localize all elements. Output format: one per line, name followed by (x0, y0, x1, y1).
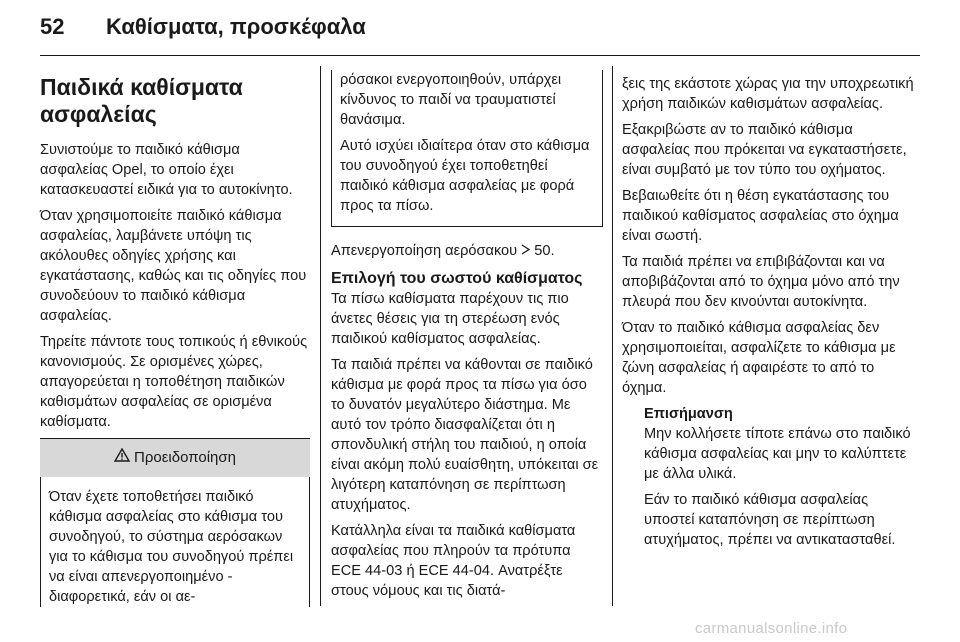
reference-text: Απενεργοποίηση αερόσακου (331, 243, 518, 259)
paragraph: Όταν χρησιμοποιείτε παιδικό κάθισμα ασφαλείας, λαμβάνετε υπόψη τις ακόλουθες οδηγίες χρήσης και εγκατάστασης, καθώς και τις οδηγίες που συνοδεύουν το παιδικό κάθισμα ασφαλείας. (40, 208, 307, 324)
warning-text: ρόσακοι ενεργοποιηθούν, υπάρχει κίνδυνος το παιδί να τραυματιστεί θανάσιμα. (340, 72, 562, 128)
note-text: Εάν το παιδικό κάθισμα ασφαλείας υποστεί καταπόνηση σε περίπτωση ατυχήματος, πρέπει να αντικατασταθεί. (644, 492, 896, 548)
warning-text: Αυτό ισχύει ιδιαίτερα όταν στο κάθισμα του συνοδηγού έχει τοποθετηθεί παιδικό κάθισμα ασφαλείας με φορά προς τα πίσω. (340, 138, 590, 214)
column-divider-2 (612, 66, 613, 606)
note-block (622, 404, 914, 550)
paragraph: Τα παιδιά πρέπει να επιβιβάζονται και να αποβιβάζονται από το όχημα μόνο από την πλευρά που δεν κινούνται αυτοκίνητα. (622, 254, 900, 310)
reference-page[interactable]: 50. (534, 243, 555, 259)
page-reference-arrow-icon (521, 243, 534, 259)
warning-triangle-icon (114, 439, 130, 477)
paragraph: Βεβαιωθείτε ότι η θέση εγκατάστασης του παιδικού καθίσματος ασφαλείας στο όχημα είναι σωστή. (622, 188, 899, 244)
paragraph: ξεις της εκάστοτε χώρας για την υποχρεωτική χρήση παιδικών καθισμάτων ασφαλείας. (622, 76, 914, 112)
section-heading: Παιδικά καθίσματα ασφαλείας (40, 74, 243, 127)
column-divider-1 (320, 66, 321, 606)
paragraph: Τα πίσω καθίσματα παρέχουν τις πιο άνετες θέσεις για τη στερέωση ενός παιδικού καθίσματος ασφαλείας. (331, 291, 569, 347)
warning-box-header (40, 438, 310, 477)
column-2 (331, 70, 603, 607)
paragraph: Όταν το παιδικό κάθισμα ασφαλείας δεν χρησιμοποιείται, ασφαλίζετε το κάθισμα με ζώνη ασφαλείας ή αφαιρέστε το από το όχημα. (622, 320, 896, 396)
warning-text: Όταν έχετε τοποθετήσει παιδικό κάθισμα ασφαλείας στο κάθισμα του συνοδηγού, το σύστημα αερόσακων για το κάθισμα του συνοδηγού πρέπει να είναι απενεργοποιημένο - διαφορετικά, εάν οι αε- (49, 489, 294, 605)
note-title: Επισήμανση (644, 406, 733, 422)
paragraph: Κατάλληλα είναι τα παιδικά καθίσματα ασφαλείας που πληρούν τα πρότυπα ECE 44-03 ή ECE 44-04. Ανατρέξτε στους νόμους και τις διατά- (331, 523, 576, 599)
section-heading: Επιλογή του σωστού καθίσματος (331, 270, 583, 287)
warning-box-continued (331, 70, 603, 227)
header-rule (40, 55, 920, 56)
column-3 (622, 74, 914, 556)
note-text: Μην κολλήσετε τίποτε επάνω στο παιδικό κάθισμα ασφαλείας και μην το καλύπτετε με άλλα υλικά. (644, 426, 911, 482)
paragraph: Τα παιδιά πρέπει να κάθονται σε παιδικό κάθισμα με φορά προς τα πίσω για όσο το δυνατόν μεγαλύτερο διάστημα. Με αυτό τον τρόπο διασφαλίζεται ότι η σπονδυλική στήλη του παιδιού, η οποία είναι ακόμη πολύ ευαίσθητη, υπόκειται σε λιγότερη καταπόνηση σε περίπτωση ατυχήματος. (331, 357, 599, 513)
warning-title: Προειδοποίηση (134, 449, 236, 466)
paragraph: Συνιστούμε το παιδικό κάθισμα ασφαλείας Opel, το οποίο έχει κατασκευαστεί ειδικά για το αυτοκίνητο. (40, 142, 293, 198)
page-header (40, 14, 366, 40)
page-number: 52 (40, 14, 65, 39)
cross-reference (331, 241, 603, 261)
page-title: Καθίσματα, προσκέφαλα (106, 14, 366, 39)
watermark: carmanualsonline.info (695, 620, 848, 637)
paragraph: Τηρείτε πάντοτε τους τοπικούς ή εθνικούς κανονισμούς. Σε ορισμένες χώρες, απαγορεύεται η τοποθέτηση παιδικών καθισμάτων ασφαλείας σε ορισμένα καθίσματα. (40, 334, 308, 430)
paragraph: Εξακριβώστε αν το παιδικό κάθισμα ασφαλείας που πρόκειται να εγκαταστήσετε, είναι συμβατό με τον τύπο του οχήματος. (622, 122, 907, 178)
column-1 (40, 66, 310, 607)
warning-box-body (40, 477, 310, 607)
